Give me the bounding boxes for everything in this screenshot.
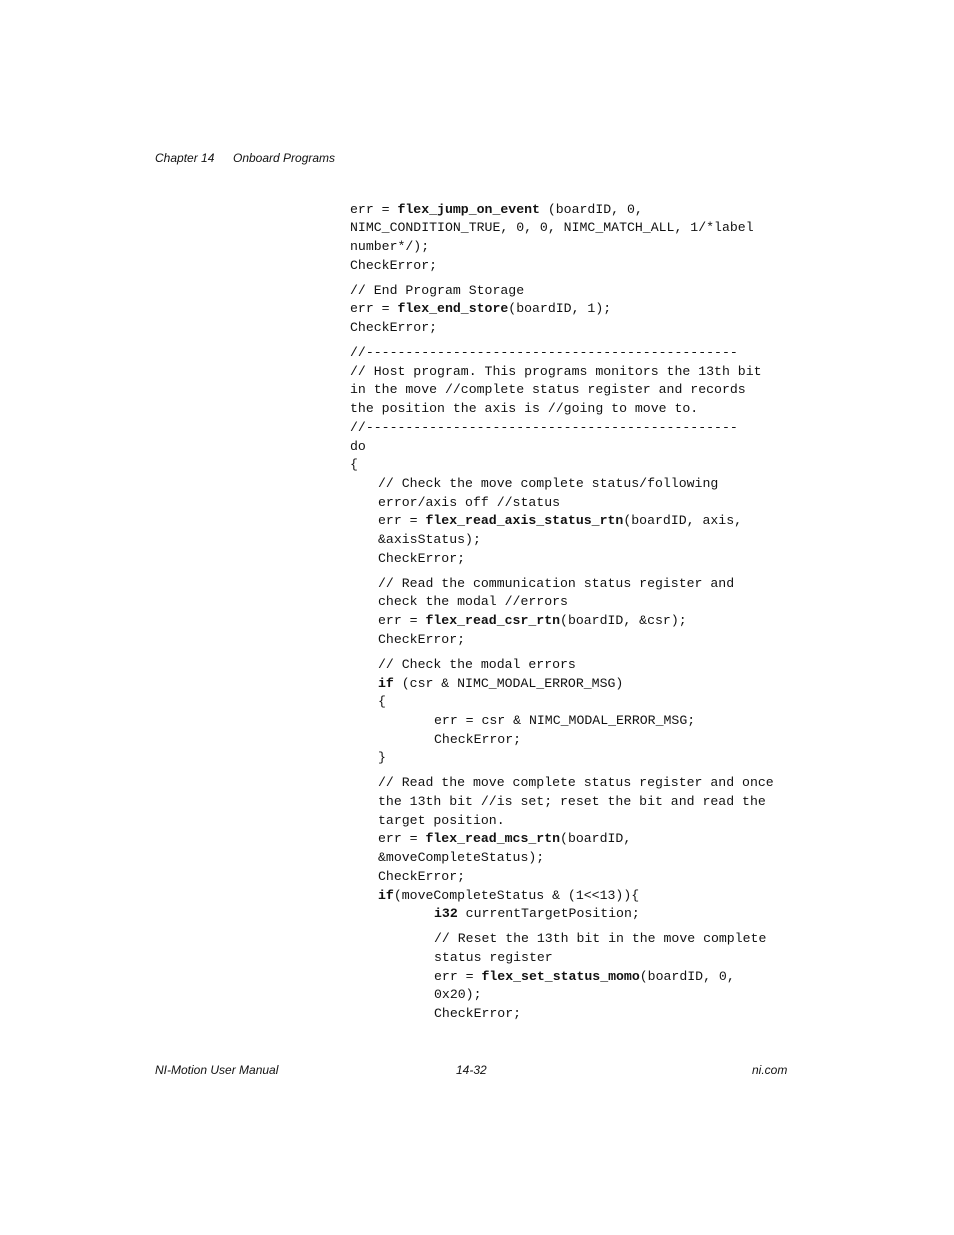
code-comment: status register bbox=[434, 950, 553, 965]
code-line: err = flex_read_axis_status_rtn(boardID, axis, bbox=[378, 513, 743, 528]
code-line: NIMC_CONDITION_TRUE, 0, 0, NIMC_MATCH_ALL, 1/*label bbox=[350, 220, 754, 235]
code-comment: // Reset the 13th bit in the move complete bbox=[434, 931, 767, 946]
code-comment: check the modal //errors bbox=[378, 594, 568, 609]
code-line: if (csr & NIMC_MODAL_ERROR_MSG) bbox=[378, 676, 624, 691]
code-line: CheckError; bbox=[378, 869, 466, 884]
code-line: i32 currentTargetPosition; bbox=[434, 906, 640, 921]
code-line: //----------------------------------------------- bbox=[350, 420, 738, 435]
manual-title: NI-Motion User Manual bbox=[155, 1063, 279, 1077]
code-comment: // Read the move complete status register and once bbox=[378, 775, 774, 790]
code-comment: in the move //complete status register and records bbox=[350, 382, 746, 397]
code-comment: error/axis off //status bbox=[378, 495, 561, 510]
code-line: CheckError; bbox=[434, 1006, 522, 1021]
code-line: //----------------------------------------------- bbox=[350, 345, 738, 360]
code-keyword: do bbox=[350, 439, 366, 454]
code-line: CheckError; bbox=[378, 551, 466, 566]
code-comment: // Check the modal errors bbox=[378, 657, 576, 672]
code-comment: the 13th bit //is set; reset the bit and read the bbox=[378, 794, 766, 809]
code-comment: // Host program. This programs monitors the 13th bit bbox=[350, 364, 762, 379]
code-line: { bbox=[378, 694, 386, 709]
code-line: if(moveCompleteStatus & (1<<13)){ bbox=[378, 888, 640, 903]
code-comment: the position the axis is //going to move to. bbox=[350, 401, 699, 416]
code-line: CheckError; bbox=[350, 320, 438, 335]
page-number: 14-32 bbox=[456, 1063, 487, 1077]
code-line: err = flex_read_mcs_rtn(boardID, bbox=[378, 831, 632, 846]
code-line: CheckError; bbox=[350, 258, 438, 273]
code-line: err = csr & NIMC_MODAL_ERROR_MSG; bbox=[434, 713, 696, 728]
code-line: err = flex_read_csr_rtn(boardID, &csr); bbox=[378, 613, 687, 628]
code-line: err = flex_end_store(boardID, 1); bbox=[350, 301, 612, 316]
code-line: } bbox=[378, 750, 386, 765]
code-line: { bbox=[350, 457, 358, 472]
code-line: err = flex_set_status_momo(boardID, 0, bbox=[434, 969, 735, 984]
code-comment: target position. bbox=[378, 813, 505, 828]
code-line: 0x20); bbox=[434, 987, 482, 1002]
section-title: Onboard Programs bbox=[233, 151, 336, 165]
code-line: CheckError; bbox=[378, 632, 466, 647]
code-comment: // End Program Storage bbox=[350, 283, 525, 298]
code-line: CheckError; bbox=[434, 732, 522, 747]
code-comment: // Read the communication status register and bbox=[378, 576, 735, 591]
code-line: err = flex_jump_on_event (boardID, 0, bbox=[350, 202, 643, 217]
code-line: &axisStatus); bbox=[378, 532, 481, 547]
code-comment: // Check the move complete status/following bbox=[378, 476, 719, 491]
website-link[interactable]: ni.com bbox=[752, 1063, 788, 1077]
code-line: &moveCompleteStatus); bbox=[378, 850, 545, 865]
chapter-label: Chapter 14 bbox=[155, 151, 215, 165]
code-line: number*/); bbox=[350, 239, 430, 254]
